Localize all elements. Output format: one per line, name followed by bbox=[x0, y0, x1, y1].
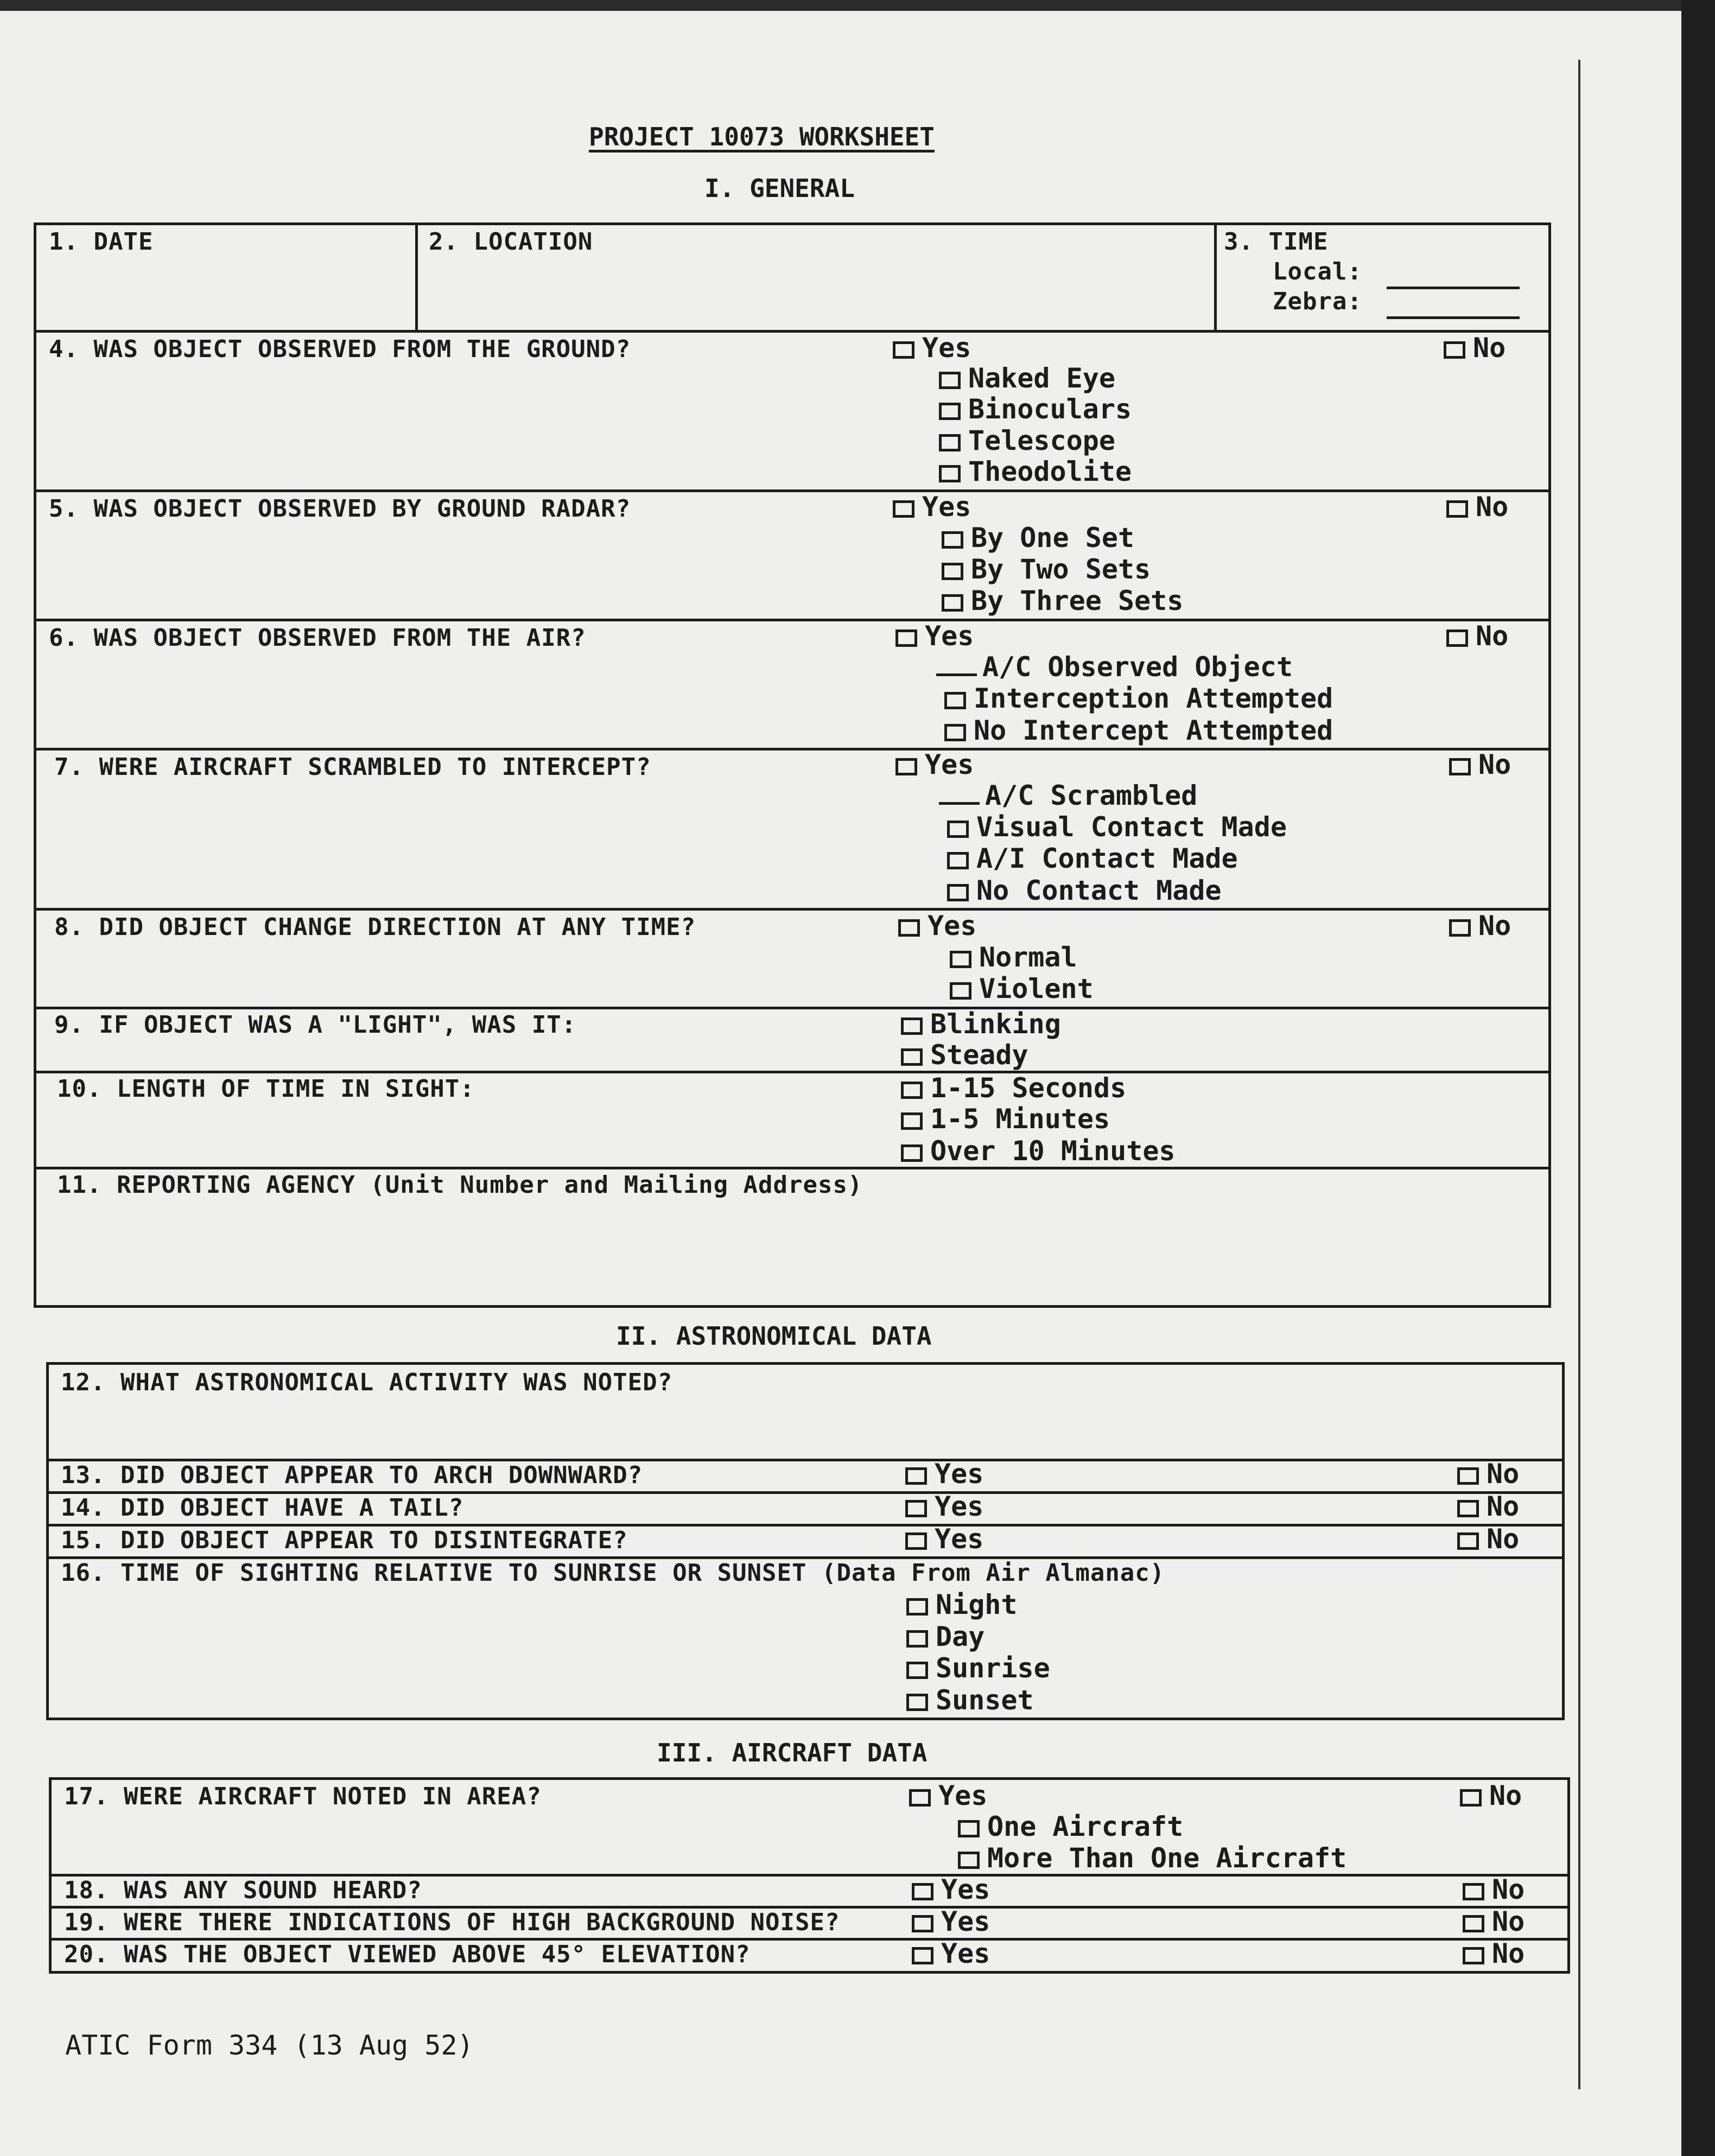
checkbox[interactable] bbox=[906, 1662, 928, 1679]
question-10: 10. LENGTH OF TIME IN SIGHT: bbox=[57, 1075, 475, 1103]
question-16: 16. TIME OF SIGHTING RELATIVE TO SUNRISE OR SUNSET (Data From Air Almanac) bbox=[61, 1559, 1165, 1587]
section-heading-general: I. GENERAL bbox=[704, 174, 855, 203]
q8-no-option[interactable]: No bbox=[1449, 910, 1511, 942]
checkbox[interactable] bbox=[947, 852, 969, 869]
q14-no-option[interactable]: No bbox=[1457, 1491, 1519, 1522]
checkbox[interactable] bbox=[1449, 758, 1471, 775]
q10-option-over-10-minutes[interactable]: Over 10 Minutes bbox=[901, 1135, 1176, 1167]
checkbox[interactable] bbox=[950, 951, 971, 968]
checkbox[interactable] bbox=[901, 1144, 923, 1162]
checkbox[interactable] bbox=[942, 531, 963, 549]
q5-no-option[interactable]: No bbox=[1446, 491, 1508, 523]
q19-no-option[interactable]: No bbox=[1463, 1906, 1525, 1937]
q16-option-day[interactable]: Day bbox=[906, 1621, 984, 1652]
zebra-time-label: Zebra: bbox=[1273, 288, 1362, 315]
question-9: 9. IF OBJECT WAS A "LIGHT", WAS IT: bbox=[54, 1011, 577, 1039]
divider bbox=[34, 1071, 1551, 1073]
checkbox[interactable] bbox=[1457, 1467, 1479, 1485]
checkbox[interactable] bbox=[1449, 919, 1471, 937]
checkbox[interactable] bbox=[912, 1947, 933, 1964]
q17-option-more-than-one[interactable]: More Than One Aircraft bbox=[958, 1842, 1346, 1874]
checkbox[interactable] bbox=[1463, 1947, 1484, 1964]
question-8: 8. DID OBJECT CHANGE DIRECTION AT ANY TIME? bbox=[54, 913, 696, 941]
reporting-agency-field[interactable] bbox=[60, 1205, 1525, 1297]
checkbox[interactable] bbox=[906, 1598, 928, 1616]
q6-option-interception-attempted[interactable]: Interception Attempted bbox=[944, 683, 1333, 714]
q4-no-option[interactable]: No bbox=[1444, 332, 1506, 364]
q10-option-1-15-seconds[interactable]: 1-15 Seconds bbox=[901, 1072, 1126, 1104]
checkbox[interactable] bbox=[893, 341, 914, 359]
checkbox[interactable] bbox=[1463, 1915, 1484, 1932]
divider bbox=[415, 222, 418, 331]
q17-option-one-aircraft[interactable]: One Aircraft bbox=[958, 1811, 1183, 1842]
page-margin-rule bbox=[1578, 60, 1580, 2089]
q5-option-one-set[interactable]: By One Set bbox=[942, 522, 1134, 554]
section-heading-astronomical: II. ASTRONOMICAL DATA bbox=[616, 1321, 932, 1351]
q17-yes-option[interactable]: Yes bbox=[909, 1780, 987, 1811]
q16-option-sunrise[interactable]: Sunrise bbox=[906, 1652, 1050, 1684]
divider bbox=[1214, 222, 1217, 331]
q8-option-violent[interactable]: Violent bbox=[950, 973, 1094, 1004]
question-14: 14. DID OBJECT HAVE A TAIL? bbox=[61, 1494, 464, 1522]
q7-option-ai-contact[interactable]: A/I Contact Made bbox=[947, 843, 1238, 874]
checkbox[interactable] bbox=[906, 1630, 928, 1648]
question-13: 13. DID OBJECT APPEAR TO ARCH DOWNWARD? bbox=[61, 1461, 643, 1489]
checkbox[interactable] bbox=[942, 563, 963, 580]
question-4: 4. WAS OBJECT OBSERVED FROM THE GROUND? bbox=[49, 335, 631, 363]
time-label: 3. TIME bbox=[1224, 228, 1329, 256]
q6-option-no-intercept[interactable]: No Intercept Attempted bbox=[944, 715, 1333, 746]
checkbox[interactable] bbox=[1457, 1532, 1479, 1550]
q5-option-two-sets[interactable]: By Two Sets bbox=[942, 554, 1151, 585]
divider bbox=[34, 908, 1551, 911]
date-label: 1. DATE bbox=[49, 228, 154, 256]
checkbox[interactable] bbox=[958, 1852, 980, 1869]
checkbox[interactable] bbox=[912, 1883, 933, 1900]
q16-option-night[interactable]: Night bbox=[906, 1589, 1018, 1620]
q15-no-option[interactable]: No bbox=[1457, 1523, 1519, 1555]
section-heading-aircraft: III. AIRCRAFT DATA bbox=[657, 1738, 928, 1767]
checkbox[interactable] bbox=[901, 1082, 923, 1099]
blank-line[interactable] bbox=[939, 802, 980, 805]
q6-option-ac-observed[interactable]: A/C Observed Object bbox=[936, 651, 1293, 683]
question-20: 20. WAS THE OBJECT VIEWED ABOVE 45° ELEVATION? bbox=[64, 1941, 751, 1968]
q20-yes-option[interactable]: Yes bbox=[912, 1938, 990, 1969]
question-19: 19. WERE THERE INDICATIONS OF HIGH BACKGROUND NOISE? bbox=[64, 1909, 840, 1936]
q7-no-option[interactable]: No bbox=[1449, 749, 1511, 780]
q8-option-normal[interactable]: Normal bbox=[950, 942, 1077, 973]
q20-no-option[interactable]: No bbox=[1463, 1938, 1525, 1969]
q9-option-steady[interactable]: Steady bbox=[901, 1039, 1028, 1071]
q7-option-no-contact[interactable]: No Contact Made bbox=[947, 875, 1222, 906]
checkbox[interactable] bbox=[898, 919, 920, 937]
q8-yes-option[interactable]: Yes bbox=[898, 910, 976, 942]
checkbox[interactable] bbox=[939, 434, 961, 451]
question-15: 15. DID OBJECT APPEAR TO DISINTEGRATE? bbox=[61, 1527, 628, 1554]
q16-option-sunset[interactable]: Sunset bbox=[906, 1684, 1034, 1716]
checkbox[interactable] bbox=[901, 1017, 923, 1035]
q19-yes-option[interactable]: Yes bbox=[912, 1906, 990, 1937]
date-field[interactable] bbox=[49, 260, 412, 326]
location-label: 2. LOCATION bbox=[429, 228, 593, 256]
checkbox[interactable] bbox=[901, 1048, 923, 1066]
q14-yes-option[interactable]: Yes bbox=[905, 1491, 983, 1522]
checkbox[interactable] bbox=[1446, 629, 1468, 647]
question-7: 7. WERE AIRCRAFT SCRAMBLED TO INTERCEPT? bbox=[54, 753, 651, 781]
divider bbox=[34, 1167, 1551, 1169]
q7-yes-option[interactable]: Yes bbox=[895, 749, 974, 780]
astronomical-activity-field[interactable] bbox=[62, 1400, 1549, 1454]
checkbox[interactable] bbox=[939, 403, 961, 420]
blank-line[interactable] bbox=[936, 673, 977, 676]
scan-top-edge bbox=[0, 0, 1715, 11]
q4-option-theodolite[interactable]: Theodolite bbox=[939, 456, 1132, 487]
checkbox[interactable] bbox=[905, 1500, 927, 1517]
checkbox[interactable] bbox=[944, 692, 966, 709]
q7-option-visual-contact[interactable]: Visual Contact Made bbox=[947, 811, 1287, 843]
checkbox[interactable] bbox=[912, 1915, 933, 1932]
checkbox[interactable] bbox=[905, 1467, 927, 1485]
q4-option-naked-eye[interactable]: Naked Eye bbox=[939, 362, 1115, 394]
checkbox[interactable] bbox=[947, 884, 969, 901]
q5-option-three-sets[interactable]: By Three Sets bbox=[942, 585, 1183, 616]
checkbox[interactable] bbox=[939, 372, 961, 389]
checkbox[interactable] bbox=[1457, 1500, 1479, 1517]
q18-yes-option[interactable]: Yes bbox=[912, 1874, 990, 1905]
checkbox[interactable] bbox=[950, 982, 971, 1000]
location-field[interactable] bbox=[429, 260, 1210, 326]
q7-option-ac-scrambled[interactable]: A/C Scrambled bbox=[939, 780, 1197, 811]
q4-option-telescope[interactable]: Telescope bbox=[939, 425, 1115, 456]
checkbox[interactable] bbox=[944, 724, 966, 741]
form-title: PROJECT 10073 WORKSHEET bbox=[589, 122, 935, 151]
question-11: 11. REPORTING AGENCY (Unit Number and Mailing Address) bbox=[57, 1171, 863, 1199]
checkbox[interactable] bbox=[939, 465, 961, 482]
q13-yes-option[interactable]: Yes bbox=[905, 1458, 983, 1490]
divider bbox=[34, 1007, 1551, 1009]
q15-yes-option[interactable]: Yes bbox=[905, 1523, 983, 1555]
checkbox[interactable] bbox=[1463, 1883, 1484, 1900]
checkbox[interactable] bbox=[906, 1694, 928, 1711]
divider bbox=[34, 748, 1551, 751]
checkbox[interactable] bbox=[1460, 1789, 1482, 1807]
checkbox[interactable] bbox=[901, 1112, 923, 1130]
q10-option-1-5-minutes[interactable]: 1-5 Minutes bbox=[901, 1103, 1110, 1135]
question-17: 17. WERE AIRCRAFT NOTED IN AREA? bbox=[64, 1783, 542, 1810]
checkbox[interactable] bbox=[895, 758, 917, 775]
question-6: 6. WAS OBJECT OBSERVED FROM THE AIR? bbox=[49, 624, 586, 652]
local-time-field[interactable] bbox=[1387, 287, 1520, 289]
q17-no-option[interactable]: No bbox=[1460, 1780, 1522, 1811]
q5-yes-option[interactable]: Yes bbox=[893, 491, 971, 523]
question-5: 5. WAS OBJECT OBSERVED BY GROUND RADAR? bbox=[49, 495, 631, 523]
scan-right-edge bbox=[1681, 0, 1715, 2156]
q13-no-option[interactable]: No bbox=[1457, 1458, 1519, 1490]
q6-no-option[interactable]: No bbox=[1446, 620, 1508, 652]
divider bbox=[34, 330, 1551, 333]
q6-yes-option[interactable]: Yes bbox=[895, 620, 974, 652]
checkbox[interactable] bbox=[947, 821, 969, 838]
q4-yes-option[interactable]: Yes bbox=[893, 332, 971, 364]
checkbox[interactable] bbox=[909, 1789, 931, 1807]
question-18: 18. WAS ANY SOUND HEARD? bbox=[64, 1877, 422, 1904]
divider bbox=[34, 619, 1551, 621]
checkbox[interactable] bbox=[958, 1820, 980, 1837]
checkbox[interactable] bbox=[1446, 500, 1468, 518]
checkbox[interactable] bbox=[893, 500, 914, 518]
checkbox[interactable] bbox=[895, 629, 917, 647]
q9-option-blinking[interactable]: Blinking bbox=[901, 1008, 1061, 1040]
q4-option-binoculars[interactable]: Binoculars bbox=[939, 393, 1132, 425]
q18-no-option[interactable]: No bbox=[1463, 1874, 1525, 1905]
zebra-time-field[interactable] bbox=[1387, 316, 1520, 319]
checkbox[interactable] bbox=[1444, 341, 1465, 359]
question-12: 12. WHAT ASTRONOMICAL ACTIVITY WAS NOTED? bbox=[61, 1369, 673, 1396]
divider bbox=[34, 489, 1551, 492]
form-number-footer: ATIC Form 334 (13 Aug 52) bbox=[65, 2030, 474, 2061]
local-time-label: Local: bbox=[1273, 258, 1362, 285]
checkbox[interactable] bbox=[942, 594, 963, 612]
checkbox[interactable] bbox=[905, 1532, 927, 1550]
